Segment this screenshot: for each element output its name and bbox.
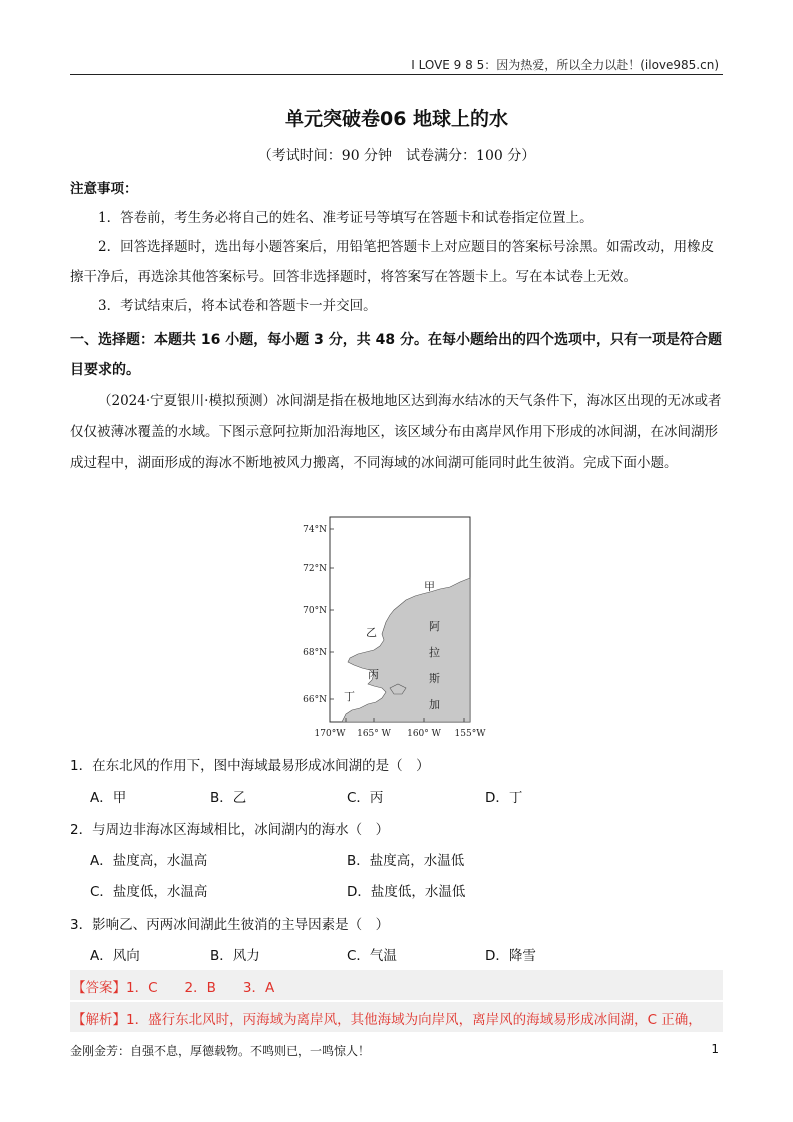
- notice-item-1: 1．答卷前，考生务必将自己的姓名、准考证号等填写在答题卡和试卷指定位置上。: [98, 210, 593, 226]
- question-3-stem: 3．影响乙、丙两冰间湖此生彼消的主导因素是（ ）: [70, 917, 390, 933]
- answer-text: 1．C 2．B 3．A: [126, 980, 275, 996]
- q3-option-d: D．降雪: [485, 948, 536, 964]
- notice-title: 注意事项：: [70, 181, 138, 197]
- q2-option-d: D．盐度低，水温低: [347, 884, 466, 900]
- footer-motto: 金刚金芳：自强不息，厚德载物。不鸣则已，一鸣惊人！: [70, 1044, 371, 1058]
- q1-option-d: D．丁: [485, 790, 523, 806]
- notice-item-2: 2．回答选择题时，选出每小题答案后，用铅笔把答题卡上对应题目的答案标号涂黑。如需改动，用橡皮擦干净后，再选涂其他答案标号。回答非选择题时，将答案写在答题卡上。写在本试卷上无效。: [70, 239, 715, 285]
- exam-info: （考试时间：90 分钟 试卷满分：100 分）: [257, 148, 536, 164]
- q3-option-c: C．气温: [347, 948, 397, 964]
- alaska-coast-map: [300, 512, 500, 742]
- lon-label-170: 170°W: [314, 729, 346, 739]
- region-jia: 甲: [424, 580, 435, 593]
- q2-option-c: C．盐度低，水温高: [90, 884, 208, 900]
- q2-option-b: B．盐度高，水温低: [347, 853, 465, 869]
- page-header: I LOVE 9 8 5：因为热爱，所以全力以赴！(ilove985.cn): [411, 58, 719, 72]
- notice-item-3: 3．考试结束后，将本试卷和答题卡一并交回。: [98, 298, 377, 314]
- question-intro: （2024·宁夏银川·模拟预测）冰间湖是指在极地地区达到海水结冰的天气条件下，海冰区出现的无冰或者仅仅被薄冰覆盖的水域。下图示意阿拉斯加沿海地区，该区域分布由离岸风作用下形成的冰间湖，在冰间湖形成过程中，湖面形成的海冰不断地被风力搬离，不同海域的冰间湖可能同时此生彼消。完成下面小题。: [70, 393, 722, 471]
- q2-option-a: A．盐度高，水温高: [90, 853, 208, 869]
- answer-label: 【答案】: [72, 980, 126, 996]
- land-label-3: 斯: [429, 672, 440, 685]
- lon-label-160: 160° W: [407, 729, 441, 739]
- lat-label-70: 70°N: [303, 606, 327, 616]
- question-1-stem: 1．在东北风的作用下，图中海域最易形成冰间湖的是（ ）: [70, 758, 430, 774]
- lat-label-68: 68°N: [303, 648, 327, 658]
- page-title: 单元突破卷06 地球上的水: [284, 108, 509, 130]
- lon-label-165: 165° W: [357, 729, 391, 739]
- land-label-2: 拉: [429, 646, 440, 659]
- section-heading: [70, 325, 723, 385]
- q1-option-c: C．丙: [347, 790, 384, 806]
- q3-option-a: A．风向: [90, 948, 140, 964]
- region-yi: 乙: [366, 626, 377, 639]
- analysis-text: 1．盛行东北风时，丙海域为离岸风，其他海域为向岸风，离岸风的海域易形成冰间湖，C 正确，: [126, 1012, 702, 1028]
- lat-label-74: 74°N: [303, 525, 327, 535]
- question-2-stem: 2．与周边非海冰区海域相比，冰间湖内的海水（ ）: [70, 822, 390, 838]
- q3-option-b: B．风力: [210, 948, 260, 964]
- q1-option-a: A．甲: [90, 790, 127, 806]
- q1-option-b: B．乙: [210, 790, 247, 806]
- analysis-line: [72, 1008, 702, 1028]
- region-bing: 丙: [368, 668, 379, 681]
- analysis-label: 【解析】: [72, 1012, 126, 1028]
- region-ding: 丁: [344, 690, 355, 703]
- land-label-1: 阿: [429, 620, 440, 633]
- page-number: 1: [711, 1042, 719, 1056]
- answer-line: [72, 976, 274, 996]
- lat-label-72: 72°N: [303, 564, 327, 574]
- section-heading-text: 一、选择题：本题共 16 小题，每小题 3 分，共 48 分。在每小题给出的四个选项中，只有一项是符合题目要求的。: [70, 332, 722, 378]
- land-label-4: 加: [429, 698, 440, 711]
- lon-label-155: 155°W: [454, 729, 486, 739]
- header-rule: [70, 74, 723, 75]
- lat-label-66: 66°N: [303, 695, 327, 705]
